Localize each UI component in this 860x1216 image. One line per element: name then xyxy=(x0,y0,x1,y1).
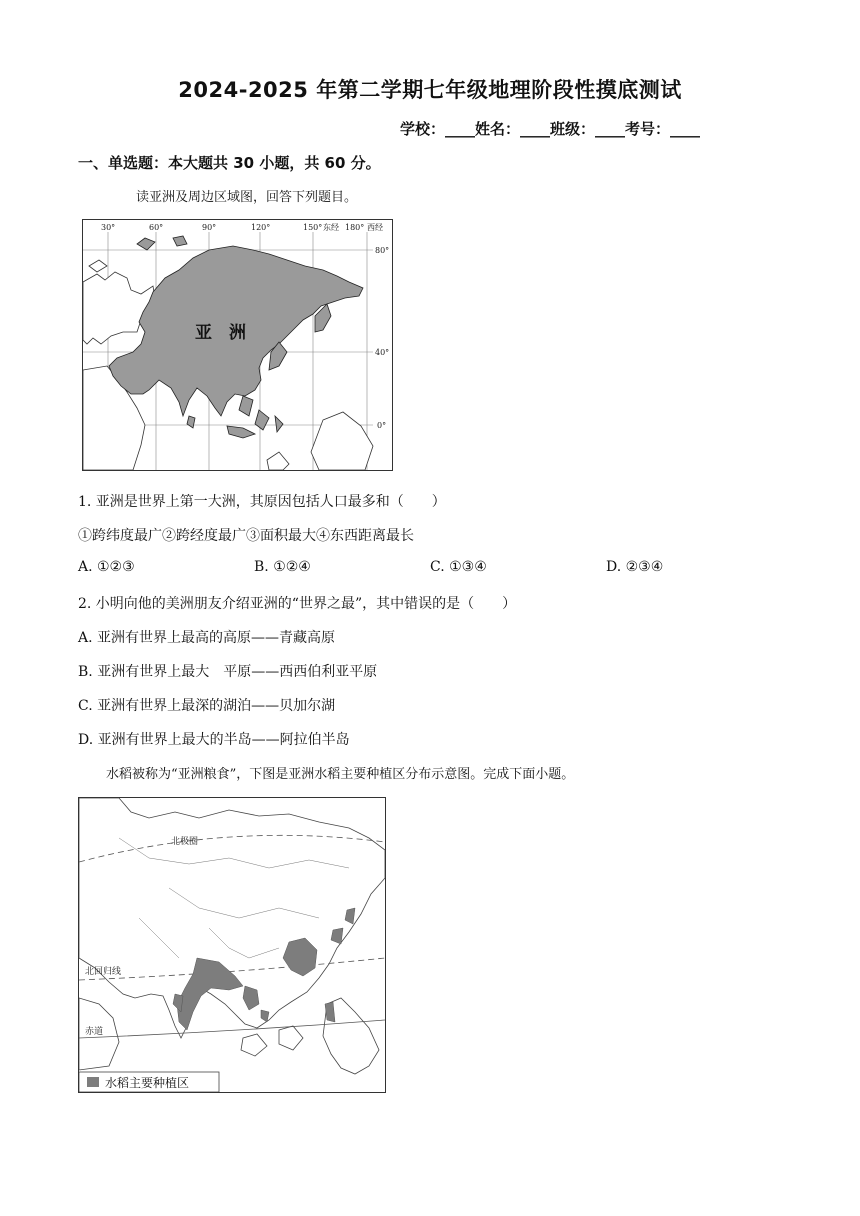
intro-text-2: 水稻被称为“亚洲粮食”，下图是亚洲水稻主要种植区分布示意图。完成下面小题。 xyxy=(106,767,575,782)
lat-label-0: 0° xyxy=(377,421,387,430)
asia-map xyxy=(82,219,393,471)
q1-option-a[interactable]: A. ①②③ xyxy=(78,559,135,575)
asia-label: 亚 洲 xyxy=(195,323,246,343)
q2-option-b[interactable]: B. 亚洲有世界上最大 平原——西西伯利亚平原 xyxy=(78,664,378,680)
q2-option-a[interactable]: A. 亚洲有世界上最高的高原——青藏高原 xyxy=(78,630,336,646)
lon-label-90: 90° xyxy=(202,223,217,232)
lon-label-60: 60° xyxy=(149,223,164,232)
q2-option-d[interactable]: D. 亚洲有世界上最大的半岛——阿拉伯半岛 xyxy=(78,732,350,748)
tropic-label: 北回归线 xyxy=(85,967,122,977)
section-heading: 一、单选题：本大题共 30 小题，共 60 分。 xyxy=(78,154,381,172)
legend-swatch xyxy=(87,1077,99,1087)
lat-label-40: 40° xyxy=(375,348,390,357)
lon-label-west: 西经 xyxy=(367,223,383,232)
q1-option-d[interactable]: D. ②③④ xyxy=(606,559,664,575)
q1-stem: 1. 亚洲是世界上第一大洲，其原因包括人口最多和（ ） xyxy=(78,494,446,510)
equator-label: 赤道 xyxy=(85,1027,104,1037)
legend-label: 水稻主要种植区 xyxy=(105,1076,190,1090)
q2-option-c[interactable]: C. 亚洲有世界上最深的湖泊——贝加尔湖 xyxy=(78,698,336,714)
lon-label-180: 180° xyxy=(345,223,365,232)
rice-map xyxy=(78,797,386,1093)
lon-label-30: 30° xyxy=(101,223,116,232)
lon-label-east: 东经 xyxy=(323,223,339,232)
q1-items: ①跨纬度最广②跨经度最广③面积最大④东西距离最长 xyxy=(78,528,414,544)
q2-stem: 2. 小明向他的美洲朋友介绍亚洲的“世界之最”，其中错误的是（ ） xyxy=(78,596,517,612)
lon-label-120: 120° xyxy=(251,223,271,232)
page-title: 2024-2025 年第二学期七年级地理阶段性摸底测试 xyxy=(178,78,682,102)
intro-text-1: 读亚洲及周边区域图，回答下列题目。 xyxy=(136,190,358,205)
arctic-circle-label: 北极圈 xyxy=(171,837,199,847)
lon-label-150: 150° xyxy=(303,223,323,232)
q1-option-b[interactable]: B. ①②④ xyxy=(254,559,311,575)
lat-label-80: 80° xyxy=(375,246,390,255)
student-info-line: 学校：____姓名：____班级：____考号：____ xyxy=(399,120,700,138)
q1-option-c[interactable]: C. ①③④ xyxy=(430,559,487,575)
